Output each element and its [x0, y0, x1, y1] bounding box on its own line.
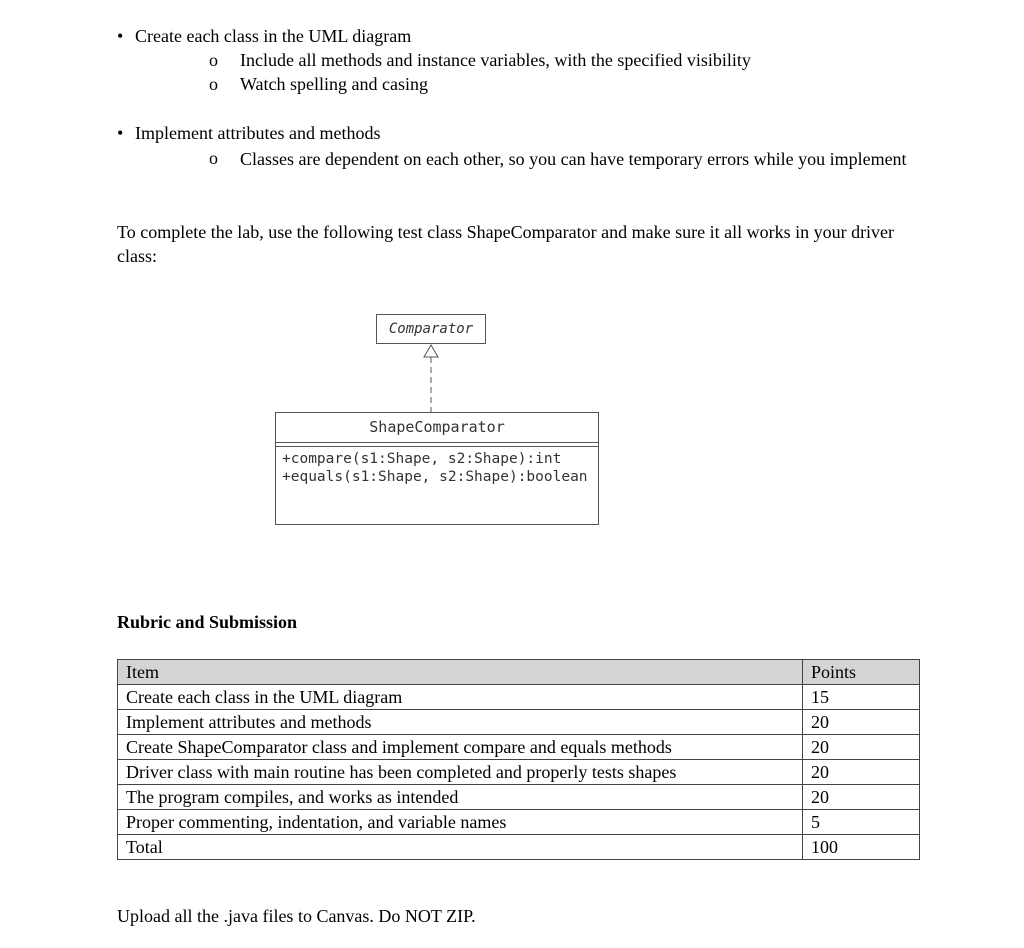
row-points: 15	[803, 685, 920, 710]
bullet-create-classes: Create each class in the UML diagram	[135, 26, 412, 46]
row-points: 20	[803, 710, 920, 735]
row-item: Create each class in the UML diagram	[118, 685, 803, 710]
row-item: Implement attributes and methods	[118, 710, 803, 735]
sub-bullet-spelling: Watch spelling and casing	[240, 74, 428, 94]
row-points: 20	[803, 785, 920, 810]
sub-bullet-dependent: Classes are dependent on each other, so you can have temporary errors while you implement	[240, 149, 907, 169]
row-points: 20	[803, 735, 920, 760]
sub-bullet-symbol: o	[209, 148, 218, 168]
table-row	[118, 760, 920, 785]
uml-divider	[276, 442, 598, 443]
bullet-implement: Implement attributes and methods	[135, 123, 381, 143]
bullet-symbol: •	[117, 26, 124, 46]
row-points: 100	[803, 835, 920, 860]
sub-bullet-include-methods: Include all methods and instance variables, with the specified visibility	[240, 50, 751, 70]
uml-interface-comparator: Comparator	[376, 314, 486, 344]
row-points: 20	[803, 760, 920, 785]
sub-bullet-symbol: o	[209, 74, 218, 94]
uml-class-shapecomparator	[275, 412, 599, 525]
rubric-heading: Rubric and Submission	[117, 612, 298, 632]
table-row	[118, 810, 920, 835]
uml-realization-arrow	[400, 344, 464, 414]
rubric-table	[117, 659, 920, 860]
table-header-row	[118, 660, 920, 685]
table-row	[118, 685, 920, 710]
row-item: Create ShapeComparator class and implement compare and equals methods	[118, 735, 803, 760]
bullet-symbol: •	[117, 123, 124, 143]
uml-method-compare: +compare(s1:Shape, s2:Shape):int	[282, 451, 562, 467]
table-row	[118, 710, 920, 735]
row-points: 5	[803, 810, 920, 835]
submission-instruction: Upload all the .java files to Canvas. Do NOT ZIP.	[117, 906, 476, 926]
row-item: The program compiles, and works as intended	[118, 785, 803, 810]
table-row	[118, 735, 920, 760]
row-item: Driver class with main routine has been completed and properly tests shapes	[118, 760, 803, 785]
row-item: Total	[118, 835, 803, 860]
uml-method-equals: +equals(s1:Shape, s2:Shape):boolean	[282, 469, 588, 485]
uml-class-name: ShapeComparator	[369, 418, 505, 436]
intro-paragraph: To complete the lab, use the following test class ShapeComparator and make sure it all works in your driver class:	[117, 222, 895, 266]
column-header-points: Points	[803, 660, 920, 685]
table-row	[118, 785, 920, 810]
uml-divider	[276, 446, 598, 447]
table-row-total	[118, 835, 920, 860]
row-item: Proper commenting, indentation, and variable names	[118, 810, 803, 835]
sub-bullet-symbol: o	[209, 50, 218, 70]
column-header-item: Item	[118, 660, 803, 685]
